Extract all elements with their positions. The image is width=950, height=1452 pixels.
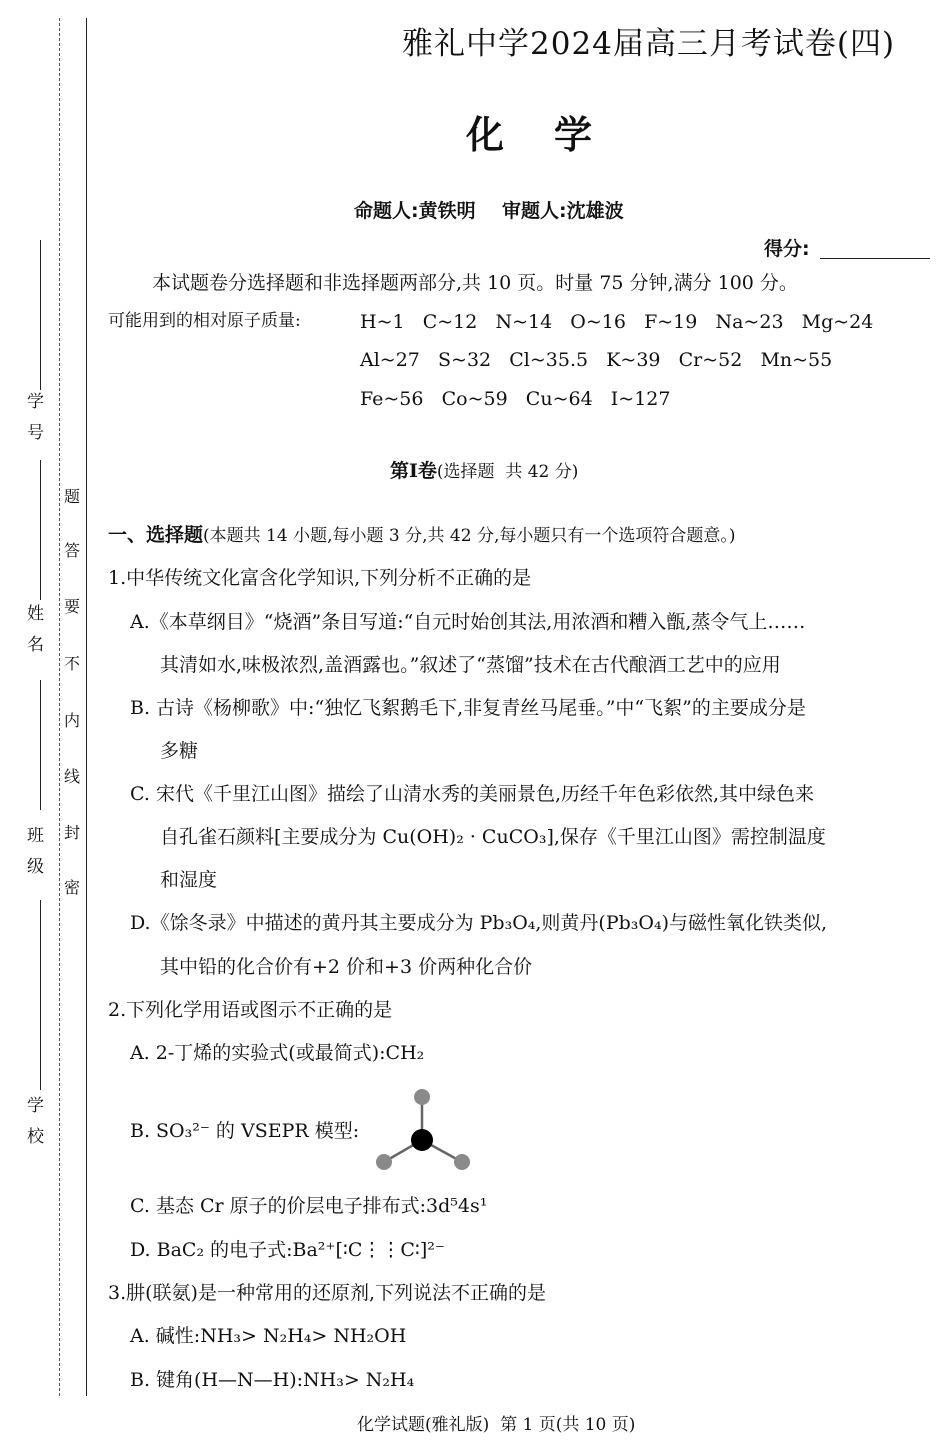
seal-char: 线	[64, 767, 81, 786]
masses-row: Al~27 S~32 Cl~35.5 K~39 Cr~52 Mn~55	[360, 349, 833, 371]
vsepr-model-icon	[372, 1084, 476, 1176]
field-student-id: 学号	[23, 392, 43, 454]
q1-option-b-cont: 多糖	[160, 740, 199, 762]
seal-char: 内	[64, 711, 81, 730]
field-underline	[40, 460, 41, 600]
q2-option-b: B. SO₃²⁻ 的 VSEPR 模型:	[130, 1120, 360, 1142]
q1-option-a-cont: 其清如水,味极浓烈,盖酒露也。”叙述了“蒸馏”技术在古代酿酒工艺中的应用	[160, 654, 781, 676]
section-heading	[108, 524, 736, 547]
q1-stem: 1.中华传统文化富含化学知识,下列分析不正确的是	[108, 567, 532, 589]
section-heading-bold: 一、选择题	[108, 524, 204, 546]
q1-option-a: A.《本草纲目》“烧酒”条目写道:“自元时始创其法,用浓酒和糟入甑,蒸令气上……	[130, 611, 806, 633]
part-heading-rest: (选择题 共 42 分)	[436, 462, 579, 482]
field-name: 姓名	[23, 604, 43, 666]
field-underline	[40, 680, 41, 810]
binding-dotted-line	[59, 18, 60, 1396]
q2-stem: 2.下列化学用语或图示不正确的是	[108, 999, 393, 1021]
seal-char: 要	[64, 597, 81, 616]
q1-option-c-cont: 和湿度	[160, 869, 218, 891]
seal-char: 题	[64, 487, 81, 506]
q2-option-c: C. 基态 Cr 原子的价层电子排布式:3d⁵4s¹	[130, 1195, 488, 1217]
q3-option-b: B. 键角(H—N—H):NH₃> N₂H₄	[130, 1369, 415, 1391]
score-blank[interactable]	[820, 258, 930, 259]
q2-option-d: D. BaC₂ 的电子式:Ba²⁺[∶C⋮⋮C∶]²⁻	[130, 1239, 445, 1261]
masses-label: 可能用到的相对原子质量:	[108, 311, 301, 331]
field-school: 学校	[23, 1096, 43, 1158]
seal-char: 答	[64, 541, 81, 560]
field-underline	[40, 240, 41, 390]
field-underline	[40, 900, 41, 1090]
field-class: 班级	[23, 826, 43, 888]
intro-line: 本试题卷分选择题和非选择题两部分,共 10 页。时量 75 分钟,满分 100 分。	[152, 272, 798, 294]
masses-row: H~1 C~12 N~14 O~16 F~19 Na~23 Mg~24	[360, 311, 874, 333]
binding-solid-line	[86, 18, 87, 1396]
q1-option-c: C. 宋代《千里江山图》描绘了山清水秀的美丽景色,历经千年色彩依然,其中绿色来	[130, 783, 815, 805]
part-heading-bold: 第Ⅰ卷	[390, 460, 437, 482]
q1-option-c-cont: 自孔雀石颜料[主要成分为 Cu(OH)₂ · CuCO₃],保存《千里江山图》需控制温度	[160, 826, 826, 848]
seal-char: 封	[64, 823, 81, 842]
q1-option-d: D.《馀冬录》中描述的黄丹其主要成分为 Pb₃O₄,则黄丹(Pb₃O₄)与磁性氧化铁类似,	[130, 912, 828, 934]
seal-char: 密	[64, 878, 81, 897]
q3-stem: 3.肼(联氨)是一种常用的还原剂,下列说法不正确的是	[108, 1282, 546, 1304]
seal-char: 不	[64, 654, 81, 673]
masses-row: Fe~56 Co~59 Cu~64 I~127	[360, 388, 671, 410]
q1-option-d-cont: 其中铅的化合价有+2 价和+3 价两种化合价	[160, 956, 533, 978]
exam-title: 雅礼中学2024届高三月考试卷(四)	[402, 26, 896, 62]
score-label: 得分:	[764, 238, 810, 260]
section-heading-note: (本题共 14 小题,每小题 3 分,共 42 分,每小题只有一个选项符合题意。)	[203, 526, 736, 546]
q1-option-b: B. 古诗《杨柳歌》中:“独忆飞絮鹅毛下,非复青丝马尾垂。”中“飞絮”的主要成分是	[130, 697, 806, 719]
q2-option-a: A. 2-丁烯的实验式(或最简式):CH₂	[130, 1042, 425, 1064]
page-footer: 化学试题(雅礼版) 第 1 页(共 10 页)	[357, 1415, 636, 1435]
q3-option-a: A. 碱性:NH₃> N₂H₄> NH₂OH	[130, 1325, 407, 1347]
part-heading	[390, 460, 578, 483]
authors: 命题人:黄铁明 审题人:沈雄波	[354, 200, 624, 222]
subject-title: 化学	[466, 112, 643, 157]
